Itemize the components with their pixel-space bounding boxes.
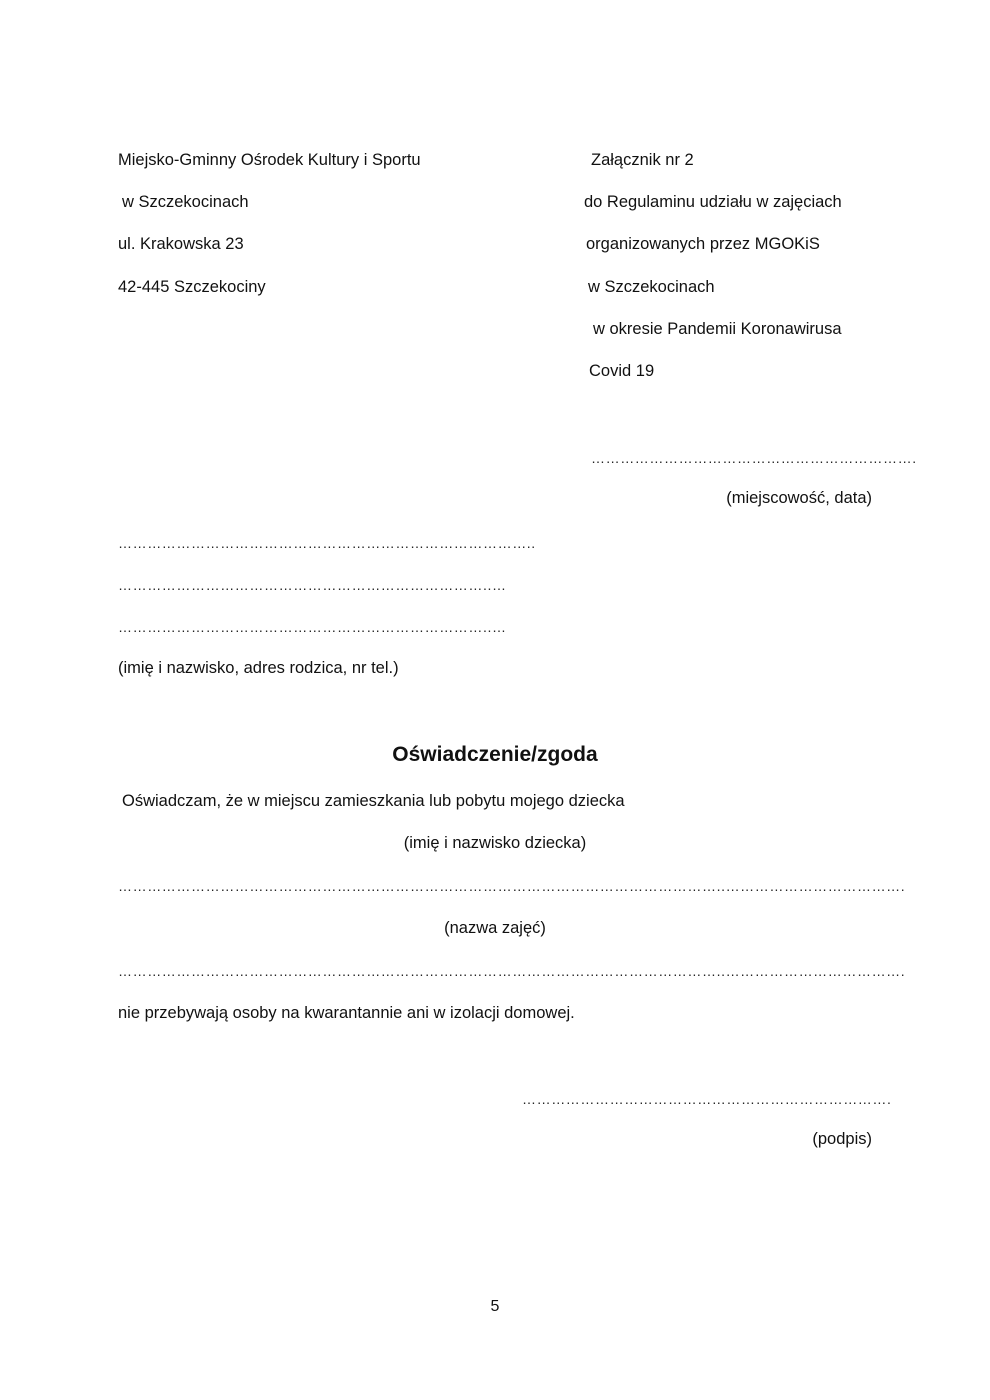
declaration-intro: Oświadczam, że w miejscu zamieszkania lub pobytu mojego dziecka	[122, 792, 625, 810]
class-name-caption: (nazwa zajęć)	[444, 919, 546, 937]
place-date-caption: (miejscowość, data)	[726, 489, 872, 507]
page-number: 5	[490, 1298, 500, 1315]
declaration-title: Oświadczenie/zgoda	[392, 743, 598, 766]
parent-caption: (imię i nazwisko, adres rodzica, nr tel.)	[118, 659, 399, 677]
declaration-statement: nie przebywają osoby na kwarantannie ani w izolacji domowej.	[118, 1004, 575, 1022]
annex-covid: Covid 19	[589, 362, 655, 380]
annex-organizer: organizowanych przez MGOKiS	[586, 235, 820, 253]
sender-city-line: w Szczekocinach	[122, 193, 249, 211]
signature-caption: (podpis)	[812, 1130, 872, 1148]
annex-pandemic: w okresie Pandemii Koronawirusa	[593, 320, 842, 338]
child-name-caption: (imię i nazwisko dziecka)	[403, 834, 587, 852]
parent-dotted-line-3: …………………………………………………………………..…	[118, 619, 507, 635]
parent-dotted-line-2: …………………………………………………………………..…	[118, 577, 507, 593]
sender-street: ul. Krakowska 23	[118, 235, 244, 253]
signature-dotted-line: ………………………………………………………………….	[522, 1091, 892, 1107]
annex-city: w Szczekocinach	[588, 278, 715, 296]
child-name-dotted-line: ……………………………………………………………………………………………………………..……………………………….	[118, 878, 906, 894]
class-name-dotted-line: ……………………………………………………………………………………………………………..……………………………….	[118, 963, 906, 979]
place-date-dotted-line: ………………………………………………………….	[591, 450, 917, 466]
parent-dotted-line-1: …………………………………………………………………………..	[118, 535, 536, 551]
sender-postal-code: 42-445 Szczekociny	[118, 278, 266, 296]
annex-regulation: do Regulaminu udziału w zajęciach	[584, 193, 842, 211]
annex-number: Załącznik nr 2	[591, 151, 694, 169]
sender-name: Miejsko-Gminny Ośrodek Kultury i Sportu	[118, 151, 421, 169]
